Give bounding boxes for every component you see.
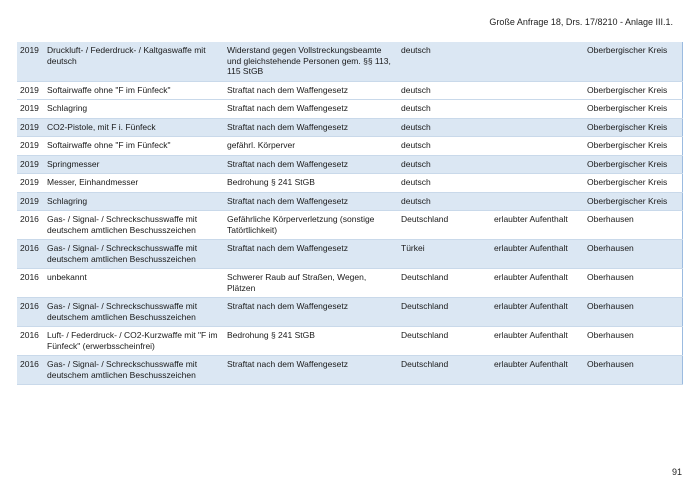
district-cell: Oberhausen [584,356,683,385]
nationality-cell: deutsch [398,155,491,174]
offense-cell: Bedrohung § 241 StGB [224,327,398,356]
year-cell: 2016 [17,240,45,269]
nationality-cell: Deutschland [398,211,491,240]
nationality-cell: deutsch [398,174,491,193]
district-cell: Oberbergischer Kreis [584,192,683,211]
nationality-cell: deutsch [398,192,491,211]
table-row [17,118,683,137]
district-cell: Oberhausen [584,269,683,298]
table-body [17,42,683,385]
weapon-cell: Gas- / Signal- / Schreckschusswaffe mit deutschem amtlichen Beschusszeichen [45,211,224,240]
table-row [17,100,683,119]
residence-status-cell [491,81,584,100]
district-cell: Oberhausen [584,327,683,356]
weapon-cell: Messer, Einhandmesser [45,174,224,193]
year-cell: 2019 [17,118,45,137]
nationality-cell: Deutschland [398,269,491,298]
offense-cell: Straftat nach dem Waffengesetz [224,298,398,327]
residence-status-cell [491,174,584,193]
residence-status-cell [491,192,584,211]
page-header: Große Anfrage 18, Drs. 17/8210 - Anlage III.1. [489,17,673,27]
table-row [17,81,683,100]
year-cell: 2019 [17,81,45,100]
nationality-cell: deutsch [398,42,491,81]
nationality-cell: Deutschland [398,356,491,385]
district-cell: Oberhausen [584,211,683,240]
residence-status-cell: erlaubter Aufenthalt [491,327,584,356]
district-cell: Oberbergischer Kreis [584,100,683,119]
offense-cell: Straftat nach dem Waffengesetz [224,356,398,385]
year-cell: 2019 [17,155,45,174]
table-row [17,269,683,298]
weapon-cell: CO2-Pistole, mit F i. Fünfeck [45,118,224,137]
year-cell: 2019 [17,42,45,81]
table-row [17,155,683,174]
weapon-cell: Druckluft- / Federdruck- / Kaltgaswaffe mit deutsch [45,42,224,81]
offense-cell: Straftat nach dem Waffengesetz [224,100,398,119]
district-cell: Oberhausen [584,240,683,269]
year-cell: 2019 [17,192,45,211]
weapon-cell: Springmesser [45,155,224,174]
residence-status-cell [491,42,584,81]
residence-status-cell: erlaubter Aufenthalt [491,211,584,240]
table-row [17,192,683,211]
offense-cell: Straftat nach dem Waffengesetz [224,155,398,174]
residence-status-cell: erlaubter Aufenthalt [491,240,584,269]
year-cell: 2019 [17,137,45,156]
year-cell: 2016 [17,298,45,327]
weapon-cell: unbekannt [45,269,224,298]
offense-cell: Bedrohung § 241 StGB [224,174,398,193]
weapon-cell: Softairwaffe ohne "F im Fünfeck" [45,137,224,156]
district-cell: Oberbergischer Kreis [584,81,683,100]
year-cell: 2016 [17,269,45,298]
residence-status-cell: erlaubter Aufenthalt [491,298,584,327]
offense-cell: Straftat nach dem Waffengesetz [224,240,398,269]
offense-cell: Widerstand gegen Vollstreckungsbeamte und gleichstehende Personen gem. §§ 113, 115 StGB [224,42,398,81]
nationality-cell: deutsch [398,100,491,119]
table-row [17,137,683,156]
offense-cell: Schwerer Raub auf Straßen, Wegen, Plätzen [224,269,398,298]
nationality-cell: deutsch [398,118,491,137]
table-row [17,356,683,385]
year-cell: 2016 [17,356,45,385]
year-cell: 2016 [17,327,45,356]
district-cell: Oberbergischer Kreis [584,174,683,193]
residence-status-cell [491,155,584,174]
offense-cell: Gefährliche Körperverletzung (sonstige Tatörtlichkeit) [224,211,398,240]
district-cell: Oberhausen [584,298,683,327]
nationality-cell: Deutschland [398,298,491,327]
year-cell: 2016 [17,211,45,240]
year-cell: 2019 [17,100,45,119]
weapon-cell: Luft- / Federdruck- / CO2-Kurzwaffe mit "F im Fünfeck" (erwerbsscheinfrei) [45,327,224,356]
weapon-cell: Gas- / Signal- / Schreckschusswaffe mit deutschem amtlichen Beschusszeichen [45,298,224,327]
district-cell: Oberbergischer Kreis [584,118,683,137]
residence-status-cell: erlaubter Aufenthalt [491,356,584,385]
year-cell: 2019 [17,174,45,193]
page-number: 91 [671,467,682,477]
weapon-cell: Gas- / Signal- / Schreckschusswaffe mit deutschem amtlichen Beschusszeichen [45,356,224,385]
offense-cell: Straftat nach dem Waffengesetz [224,81,398,100]
offense-cell: gefährl. Körperver [224,137,398,156]
table-row [17,174,683,193]
table-row [17,298,683,327]
nationality-cell: Türkei [398,240,491,269]
weapon-cell: Softairwaffe ohne "F im Fünfeck" [45,81,224,100]
nationality-cell: deutsch [398,81,491,100]
offense-cell: Straftat nach dem Waffengesetz [224,118,398,137]
table-row [17,42,683,81]
nationality-cell: Deutschland [398,327,491,356]
weapons-table [17,42,683,385]
residence-status-cell: erlaubter Aufenthalt [491,269,584,298]
weapon-cell: Schlagring [45,192,224,211]
weapon-cell: Gas- / Signal- / Schreckschusswaffe mit deutschem amtlichen Beschusszeichen [45,240,224,269]
residence-status-cell [491,100,584,119]
table-row [17,211,683,240]
table-row [17,240,683,269]
table-row [17,327,683,356]
residence-status-cell [491,118,584,137]
nationality-cell: deutsch [398,137,491,156]
weapon-cell: Schlagring [45,100,224,119]
district-cell: Oberbergischer Kreis [584,137,683,156]
residence-status-cell [491,137,584,156]
district-cell: Oberbergischer Kreis [584,42,683,81]
offense-cell: Straftat nach dem Waffengesetz [224,192,398,211]
district-cell: Oberbergischer Kreis [584,155,683,174]
